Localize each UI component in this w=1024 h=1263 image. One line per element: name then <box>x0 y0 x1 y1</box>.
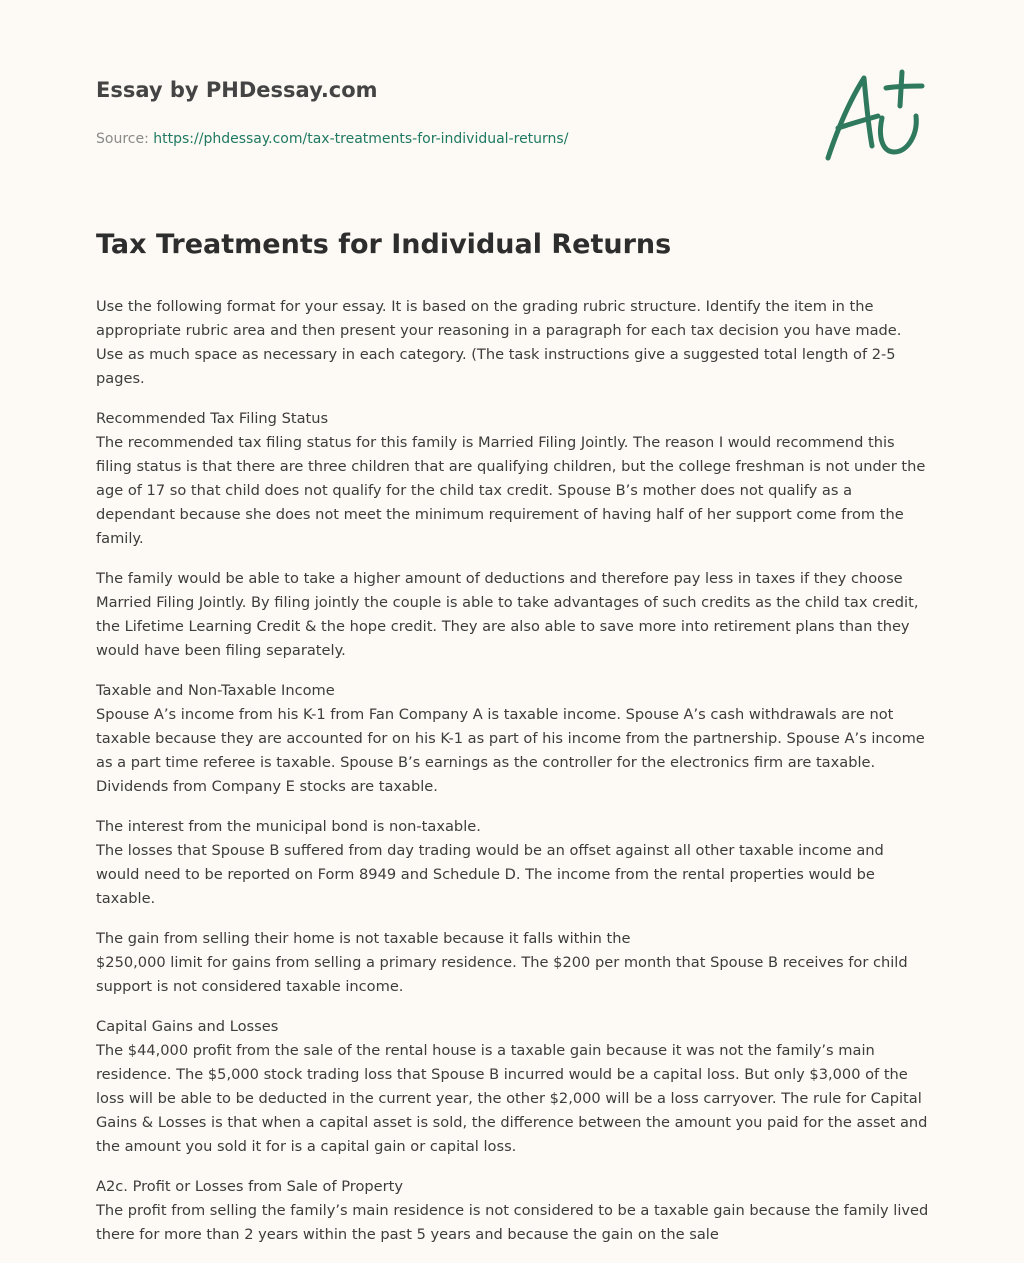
income-section <box>96 679 930 799</box>
article-body <box>96 226 930 1263</box>
source-line <box>96 130 796 148</box>
page-title: Tax Treatments for Individual Returns <box>96 229 672 260</box>
source-label: Source: <box>96 131 154 147</box>
section-heading-property: A2c. Profit or Losses from Sale of Property <box>96 1178 404 1195</box>
capital-paragraph-1: The $44,000 profit from the sale of the rental house is a taxable gain because it was not the family’s main residence. The $5,000 stock trading loss that Spouse B incurred would be a capital loss. But only $3,000 of the loss will be able to be deducted in the current year, the other $2,000 will be a loss carryover. The rule for Capital Gains & Losses is that when a capital asset is sold, the difference between the amount you paid for the asset and the amount you sold it for is a capital gain or capital loss. <box>96 1042 928 1155</box>
property-section <box>96 1175 930 1247</box>
income-paragraph-3 <box>96 927 930 999</box>
brand-title: Essay by PHDessay.com <box>96 78 378 102</box>
income-paragraph-3-line-2: $250,000 limit for gains from selling a primary residence. The $200 per month that Spouse B receives for child support is not considered taxable income. <box>96 954 908 995</box>
filing-status-section <box>96 407 930 551</box>
intro-paragraph: Use the following format for your essay. It is based on the grading rubric structure. Identify the item in the appropriate rubric area and then present your reasoning in a paragraph for each tax decision you have made. Use as much space as necessary in each category. (The task instructions give a suggested total length of 2-5 pages. <box>96 298 902 387</box>
income-paragraph-2-line-2: The losses that Spouse B suffered from day trading would be an offset against all other taxable income and would need to be reported on Form 8949 and Schedule D. The income from the rental properties would be taxable. <box>96 842 884 907</box>
capital-section <box>96 1015 930 1159</box>
essay-header <box>96 76 796 148</box>
income-paragraph-1: Spouse A’s income from his K-1 from Fan Company A is taxable income. Spouse A’s cash withdrawals are not taxable because they are accounted for on his K-1 as part of his income from the partnership. Spouse A’s income as a part time referee is taxable. Spouse B’s earnings as the controller for the electronics firm are taxable. Dividends from Company E stocks are taxable. <box>96 706 925 795</box>
property-paragraph-1: The profit from selling the family’s main residence is not considered to be a taxable gain because the family lived there for more than 2 years within the past 5 years and because the gain on the sale <box>96 1202 929 1243</box>
filing-status-paragraph-1: The recommended tax filing status for this family is Married Filing Jointly. The reason I would recommend this filing status is that there are three children that are qualifying children, but the college freshman is not under the age of 17 so that child does not qualify for the child tax credit. Spouse B’s mother does not qualify as a dependant because she does not meet the minimum requirement of having half of her support come from the family. <box>96 434 926 547</box>
a-plus-logo-icon <box>820 66 930 166</box>
section-heading-capital: Capital Gains and Losses <box>96 1018 279 1035</box>
source-link[interactable]: https://phdessay.com/tax-treatments-for-individual-returns/ <box>153 131 569 147</box>
filing-status-paragraph-2: The family would be able to take a higher amount of deductions and therefore pay less in taxes if they choose Married Filing Jointly. By filing jointly the couple is able to take advantages of such credits as the child tax credit, the Lifetime Learning Credit & the hope credit. They are also able to save more into retirement plans than they would have been filing separately. <box>96 570 919 659</box>
income-paragraph-2 <box>96 815 930 911</box>
section-heading-filing-status: Recommended Tax Filing Status <box>96 410 329 427</box>
section-heading-income: Taxable and Non-Taxable Income <box>96 682 335 699</box>
income-paragraph-2-line-1: The interest from the municipal bond is non-taxable. <box>96 818 481 835</box>
income-paragraph-3-line-1: The gain from selling their home is not taxable because it falls within the <box>96 930 631 947</box>
